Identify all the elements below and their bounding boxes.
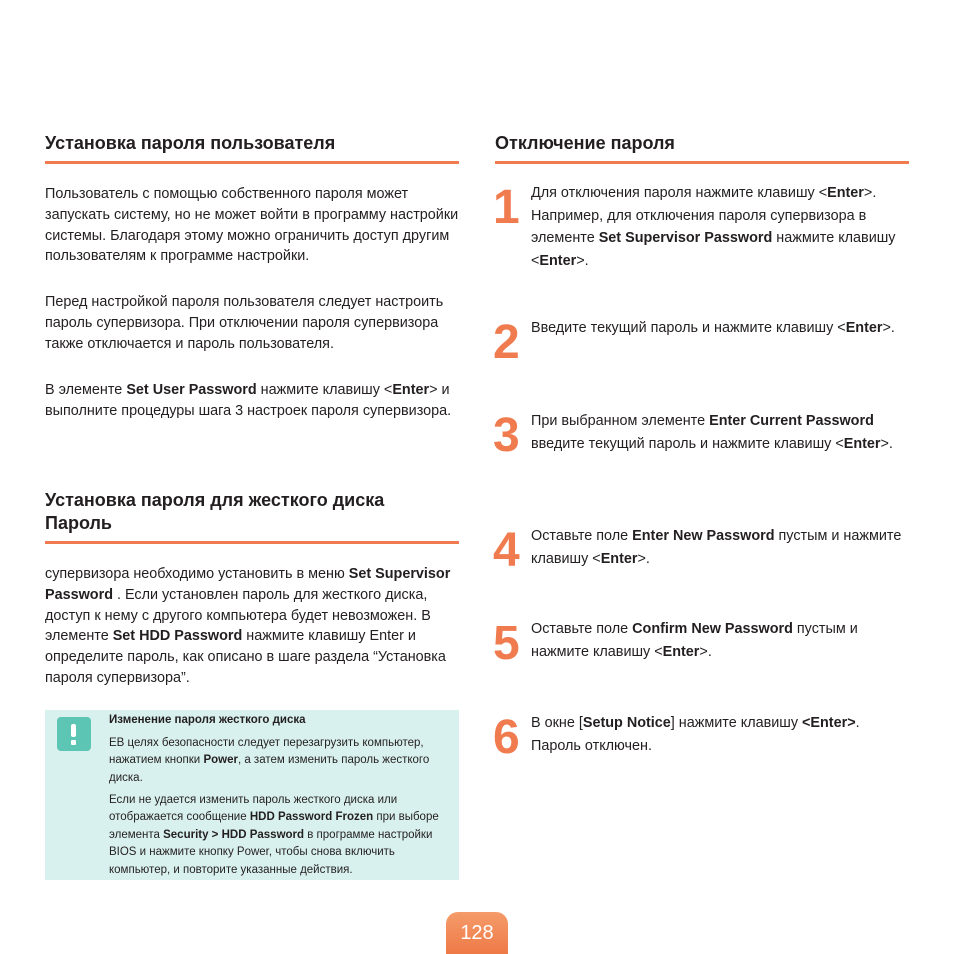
note-text-2: Если не удается изменить пароль жесткого диска или отображается сообщение HDD Password Frozen при выборе элемента Security > HDD Password в программе настройки BIOS и нажмите кнопку Power, чтобы снова включить компьютер, и повторите указанные действия. [109,794,439,876]
hdd-password-paragraph: супервизора необходимо установить в меню Set Supervisor Password . Если установлен пароль для жесткого диска, доступ к нему с другого компьютера будет невозможен. В элементе Set HDD Password нажмите клавишу Enter и определите пароль, как описано в шаге раздела “Установка пароля супервизора”. [45,566,451,686]
step-text: Введите текущий пароль и нажмите клавишу <Enter>. [531,320,895,336]
section-heading-disable-password: Отключение пароля [495,132,909,164]
step-text: Для отключения пароля нажмите клавишу <Enter>. Например, для отключения пароля супервизора в элементе Set Supervisor Password нажмите клавишу <Enter>. [531,185,896,269]
step-number: 1 [493,181,520,234]
note-box [45,710,459,880]
step-text: При выбранном элементе Enter Current Password введите текущий пароль и нажмите клавишу <Enter>. [531,413,893,452]
step-text: Оставьте поле Confirm New Password пустым и нажмите клавишу <Enter>. [531,621,858,660]
page-number-tab: 128 [446,912,508,954]
step-number: 2 [493,316,520,369]
step-number: 5 [493,617,520,670]
note-title: Изменение пароля жесткого диска [109,714,306,726]
note-text-1: ЕВ целях безопасности следует перезагрузить компьютер, нажатием кнопки Power, а затем изменить пароль жесткого диска. [109,737,430,784]
step-text: В окне [Setup Notice] нажмите клавишу <Enter>. Пароль отключен. [531,715,860,754]
user-password-paragraph-2: Перед настройкой пароля пользователя следует настроить пароль супервизора. При отключении пароля супервизора также отключается и пароль пользователя. [45,294,444,352]
step-number: 3 [493,409,520,462]
section-heading-user-password: Установка пароля пользователя [45,132,459,164]
step-number: 4 [493,524,520,577]
user-password-paragraph-3: В элементе Set User Password нажмите клавишу <Enter> и выполните процедуры шага 3 настроек пароля супервизора. [45,382,452,419]
exclamation-icon [57,717,91,751]
step-number: 6 [493,711,520,764]
section-heading-hdd-password: Установка пароля для жесткого диска Пароль [45,489,459,544]
step-text: Оставьте поле Enter New Password пустым и нажмите клавишу <Enter>. [531,528,902,567]
user-password-paragraph-1: Пользователь с помощью собственного пароля может запускать систему, но не может войти в программу настройки системы. Благодаря этому можно ограничить доступ другим пользователям к программе настройки. [45,186,459,265]
